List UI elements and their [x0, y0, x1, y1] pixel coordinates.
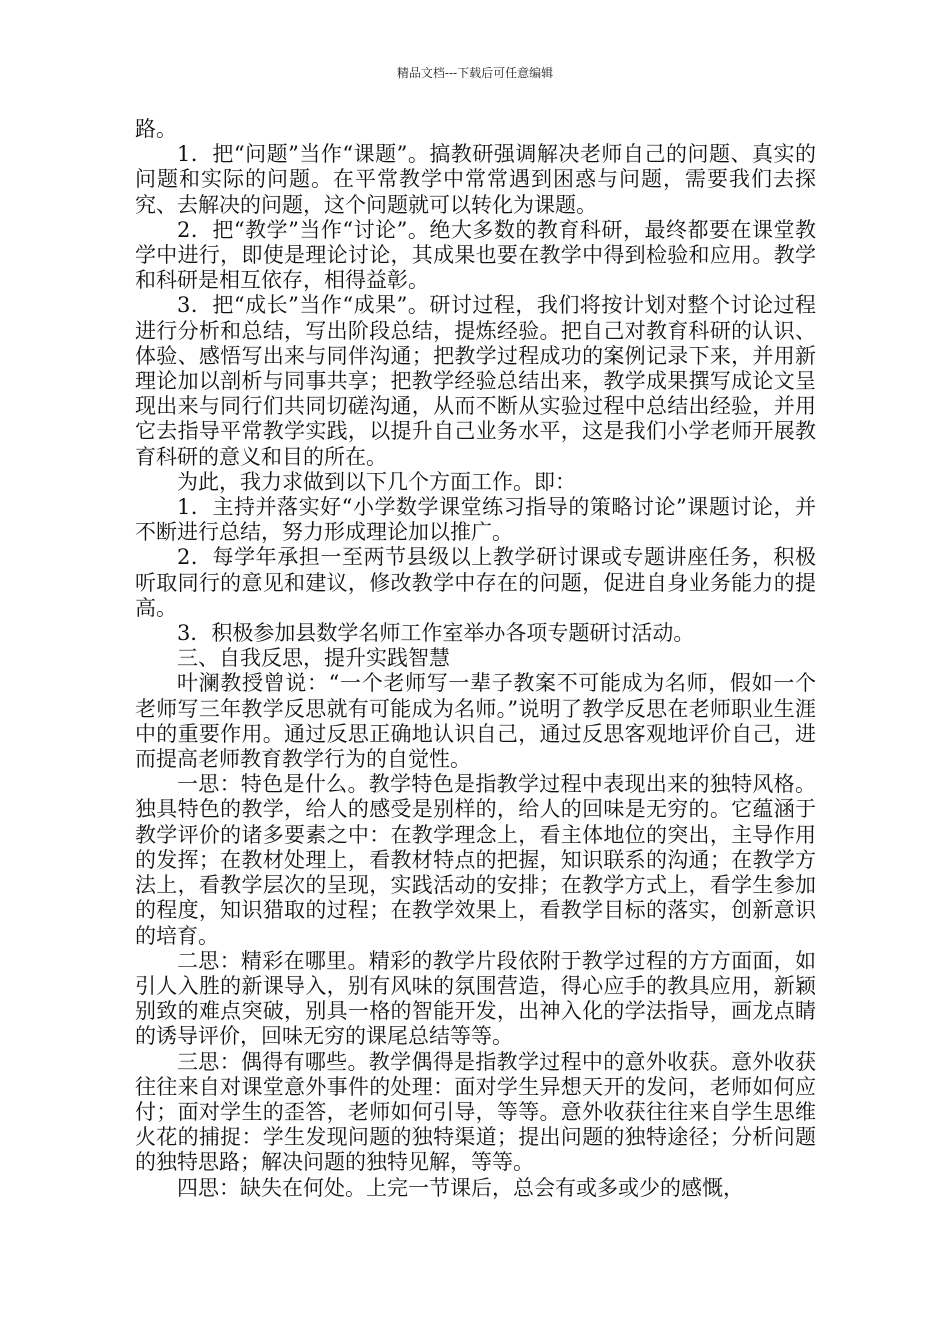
section-heading-self-reflection: 三、自我反思，提升实践智慧	[177, 646, 450, 671]
paragraph-problem-as-topic: 1．把“问题”当作“课题”。搞教研强调解决老师自己的问题、真实的问题和实际的问题。在平常教学中常常遇到困惑与问题，需要我们去探究、去解决的问题，这个问题就可以转化为课题。	[135, 142, 816, 217]
page-header: 精品文档---下载后可任意编辑	[396, 66, 554, 80]
paragraph-reflection-4: 四思：缺失在何处。上完一节课后，总会有或多或少的感慨，	[177, 1175, 744, 1200]
paragraph-growth-as-result: 3．把“成长”当作“成果”。研讨过程，我们将按计划对整个讨论过程进行分析和总结，写出阶段总结，提炼经验。把自己对教育科研的认识、体验、感悟写出来与同伴沟通；把教学过程成功的案例记录下来，并用新理论加以剖析与同事共享；把教学经验总结出来，教学成果撰写成论文呈现出来与同行们共同切磋沟通，从而不断从实验过程中总结出经验，并用它去指导平常教学实践，以提升自己业务水平，这是我们小学老师开展教育科研的意义和目的所在。	[135, 293, 816, 469]
paragraph-reflection-2: 二思：精彩在哪里。精彩的教学片段依附于教学过程的方方面面，如引人入胜的新课导入，别有风味的氛围营造，得心应手的教具应用，新颖别致的难点突破，别具一格的智能开发，出神入化的学法指导，画龙点睛的诱导评价，回味无穷的课尾总结等等。	[135, 948, 816, 1049]
paragraph-work-intro: 为此，我力求做到以下几个方面工作。即：	[177, 469, 576, 494]
paragraph-quote: 叶澜教授曾说：“一个老师写一辈子教案不可能成为名师，假如一个老师写三年教学反思就有可能成为名师。”说明了教学反思在老师职业生涯中的重要作用。通过反思正确地认识自己，通过反思客观地评价自己，进而提高老师教育教学行为的自觉性。	[135, 671, 816, 772]
paragraph-work-item-3: 3．积极参加县数学名师工作室举办各项专题研讨活动。	[177, 621, 695, 646]
paragraph-reflection-1: 一思：特色是什么。教学特色是指教学过程中表现出来的独特风格。独具特色的教学，给人的感受是别样的，给人的回味是无穷的。它蕴涵于教学评价的诸多要素之中：在教学理念上，看主体地位的突出，主导作用的发挥；在教材处理上，看教材特点的把握，知识联系的沟通；在教学方法上，看教学层次的呈现，实践活动的安排；在教学方式上，看学生参加的程度，知识猎取的过程；在教学效果上，看教学目标的落实，创新意识的培育。	[135, 772, 816, 948]
document-body	[135, 117, 816, 1201]
paragraph-continuation: 路。	[135, 117, 177, 141]
paragraph-work-item-1: 1．主持并落实好“小学数学课堂练习指导的策略讨论”课题讨论，并不断进行总结，努力形成理论加以推广。	[135, 495, 816, 545]
paragraph-work-item-2: 2．每学年承担一至两节县级以上教学研讨课或专题讲座任务，积极听取同行的意见和建议，修改教学中存在的问题，促进自身业务能力的提高。	[135, 545, 816, 620]
paragraph-teaching-as-research: 2．把“教学”当作“讨论”。绝大多数的教育科研，最终都要在课堂教学中进行，即使是理论讨论，其成果也要在教学中得到检验和应用。教学和科研是相互依存，相得益彰。	[135, 217, 816, 293]
paragraph-reflection-3: 三思：偶得有哪些。教学偶得是指教学过程中的意外收获。意外收获往往来自对课堂意外事件的处理：面对学生异想天开的发问，老师如何应付；面对学生的歪答，老师如何引导，等等。意外收获往往来自学生思维火花的捕捉：学生发现问题的独特渠道；提出问题的独特途径；分析问题的独特思路；解决问题的独特见解，等等。	[135, 1049, 816, 1175]
